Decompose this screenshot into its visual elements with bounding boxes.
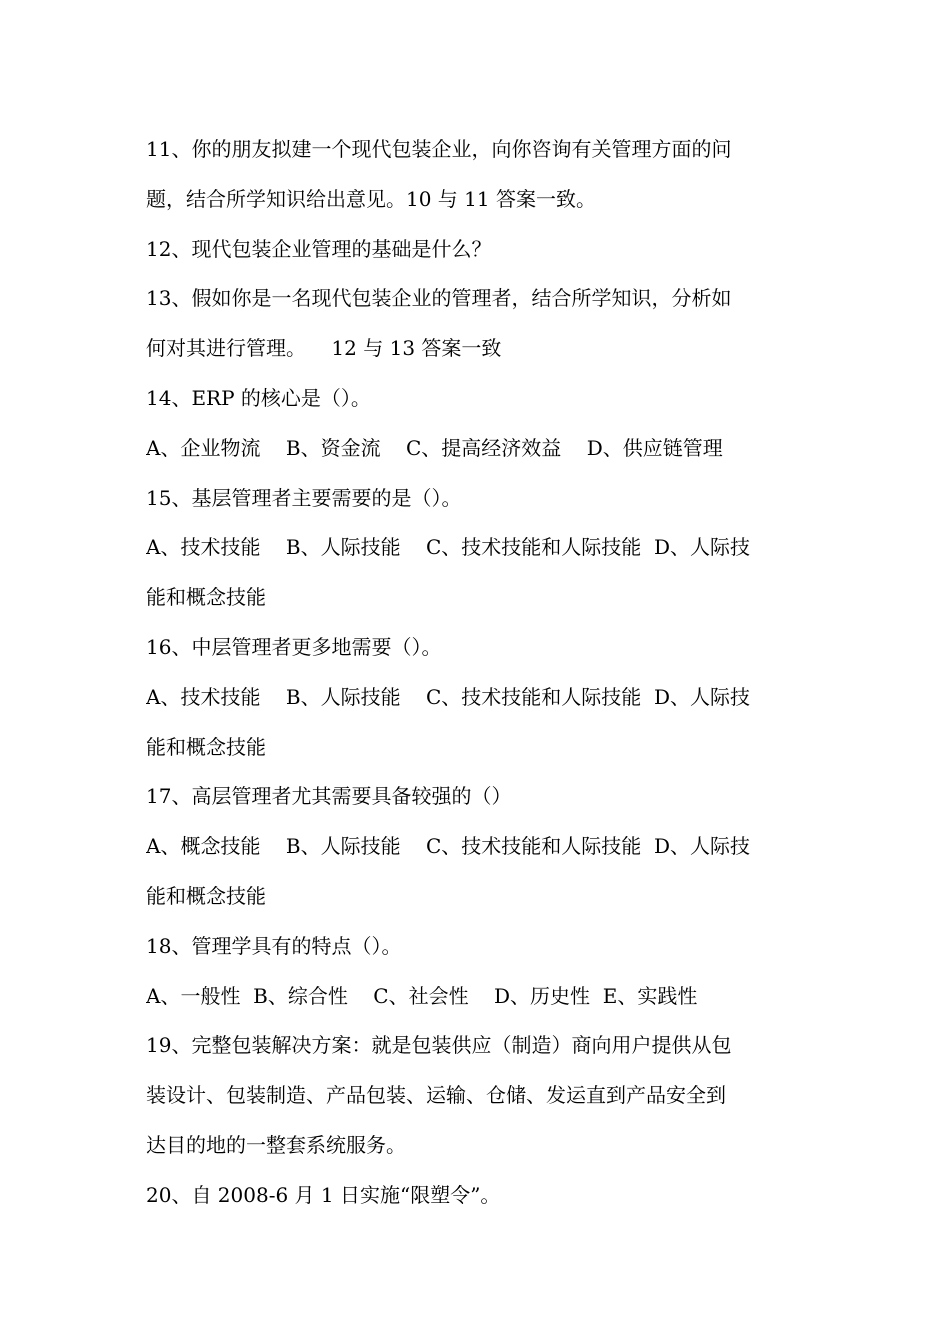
text-line: 题，结合所学知识给出意见。10 与 11 答案一致。 [146,186,596,211]
text-line: 13、假如你是一名现代包装企业的管理者，结合所学知识，分析如 [146,286,732,311]
text-line: A、技术技能 B、人际技能 C、技术技能和人际技能 D、人际技 [146,684,751,709]
text-line: A、一般性 B、综合性 C、社会性 D、历史性 E、实践性 [146,983,698,1008]
text-line: 能和概念技能 [146,734,266,759]
text-line: 达目的地的一整套系统服务。 [146,1132,406,1157]
document-body [146,125,806,1221]
text-line: 能和概念技能 [146,883,266,908]
text-line: 19、完整包装解决方案：就是包装供应（制造）商向用户提供从包 [146,1033,732,1058]
text-line: 何对其进行管理。 12 与 13 答案一致 [146,336,502,361]
text-line: 装设计、包装制造、产品包装、运输、仓储、发运直到产品安全到 [146,1083,726,1108]
text-line: 17、高层管理者尤其需要具备较强的（） [146,784,512,809]
text-line: 12、现代包装企业管理的基础是什么？ [146,236,492,261]
text-line: 11、你的朋友拟建一个现代包装企业，向你咨询有关管理方面的问 [146,137,732,161]
text-line: 18、管理学具有的特点（）。 [146,933,402,958]
text-line: 能和概念技能 [146,585,266,610]
text-line: 15、基层管理者主要需要的是（）。 [146,485,462,510]
text-line: 14、ERP 的核心是（）。 [146,385,371,410]
text-line: 16、中层管理者更多地需要（）。 [146,634,442,659]
text-line: 20、自 2008-6 月 1 日实施“限塑令”。 [146,1182,501,1207]
text-line: A、企业物流 B、资金流 C、提高经济效益 D、供应链管理 [146,435,723,460]
text-line: A、概念技能 B、人际技能 C、技术技能和人际技能 D、人际技 [146,834,751,859]
text-line: A、技术技能 B、人际技能 C、技术技能和人际技能 D、人际技 [146,535,751,560]
